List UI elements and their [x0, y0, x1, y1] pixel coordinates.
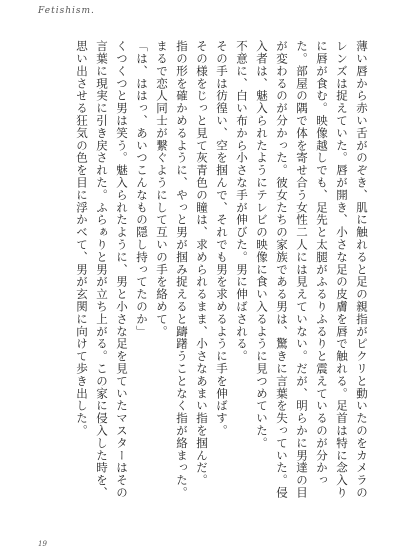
paragraph-3: その手は彷徨い、空を掴んで、それでも男を求めるように手を伸ばす。: [215, 40, 229, 437]
dialogue-line: 「は、ははっ、あいつこんなもの隠し持ってたのか」: [135, 40, 149, 338]
paragraph-5: 指の形を確かめるように、やっと男が掴み捉えると躊躇うことなく指が絡まった。: [175, 40, 189, 499]
paragraph-6: まるで恋人同士が繋ぐようにして互いの手を絡めて。: [155, 40, 169, 338]
paragraph-8: くつくつと男は笑う。魅入られたように、男と小さな足を見ていたマスターはその言葉に現実に引き戻された。ふらぁりと男が立ち上がる。この家に侵入した時を、思い出させる狂気の色を目に浮かべて、男が玄関に向けて歩き出した。: [75, 40, 129, 499]
paragraph-2: 不意に、白い布から小さな手が伸びた。男に伸ばされる。: [235, 40, 249, 363]
running-title: Fetishism.: [38, 6, 95, 16]
paragraph-4: その様をじっと見て灰青色の瞳は、求められるまま、小さなあまい指を掴んだ。: [195, 40, 209, 487]
novel-body-text: [52, 40, 372, 500]
page-number: 19: [38, 540, 47, 548]
paragraph-1: 薄い唇から赤い舌がのぞき、肌に触れると足の親指がピクリと動いたのをカメラのレンズは捉えていた。唇が開き、小さな足の皮膚を唇で触れる。足首は特に念入りに唇が食む。映像越しでも、足先と太腿がふるりふるりと震えているのが分かった。部屋の隅で体を寄せ合う女性二人には見えていない。だが、明らかに男達の目が変わるのが分かった。彼女たちの家族である男は、驚きに言葉を失っていた。侵入者は、魅入られたようにテレビの映像に食い入るように見つめていた。: [255, 40, 369, 499]
